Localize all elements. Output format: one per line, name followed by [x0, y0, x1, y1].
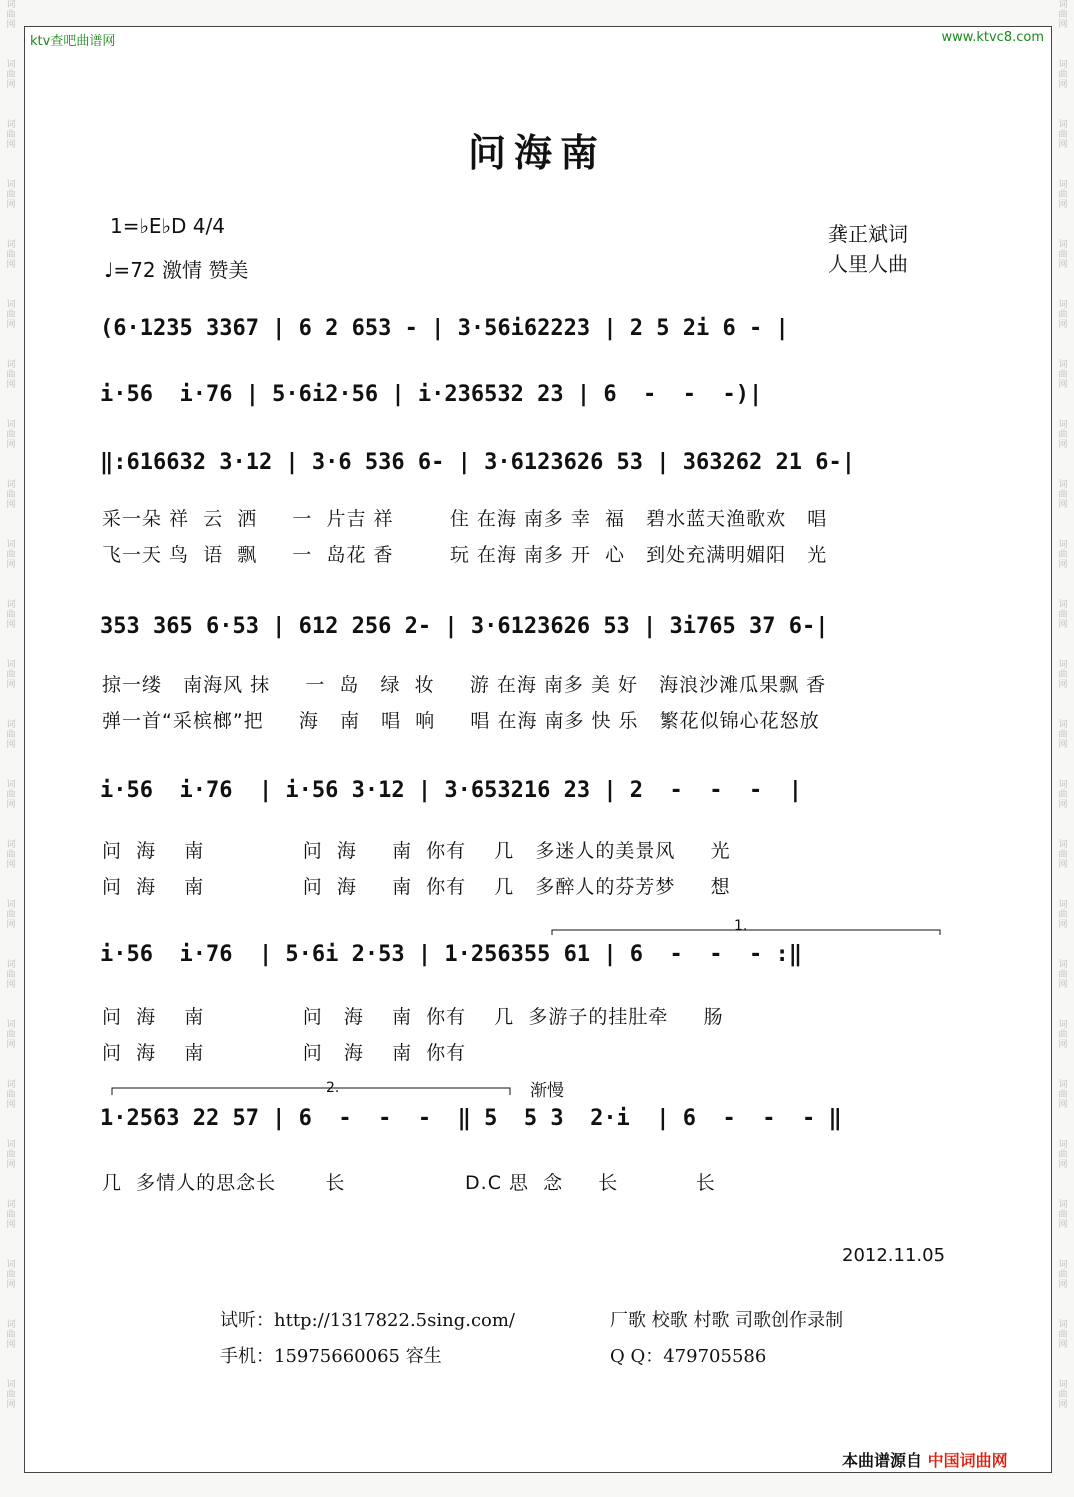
watermark-mark: 词 曲 网 [1058, 1320, 1068, 1350]
watermark-mark: 词 曲 网 [1058, 1200, 1068, 1230]
tempo-marking: ♩=72 激情 赞美 [104, 258, 249, 282]
watermark-mark: 词 曲 网 [1058, 480, 1068, 510]
footer-slogan: 厂歌 校歌 村歌 司歌创作录制 [610, 1310, 844, 1331]
watermark-mark: 词 曲 网 [6, 600, 16, 630]
watermark-mark: 词 曲 网 [6, 60, 16, 90]
watermark-mark: 词 曲 网 [6, 720, 16, 750]
watermark-mark: 词 曲 网 [1058, 360, 1068, 390]
watermark-mark: 词 曲 网 [6, 480, 16, 510]
watermark-mark: 词 曲 网 [1058, 300, 1068, 330]
notation-row-5: i·56 i·76 | i·56 3·12 | 3·653216 23 | 2 - - - | [100, 778, 802, 803]
watermark-mark: 词 曲 网 [1058, 840, 1068, 870]
watermark-mark: 词 曲 网 [6, 300, 16, 330]
source-prefix: 本曲谱源自 [842, 1451, 923, 1470]
notation-row-3: ‖:616632 3·12 | 3·6 536 6- | 3·6123626 53 | 363262 21 6-| [100, 450, 855, 475]
watermark-mark: 词 曲 网 [1058, 1260, 1068, 1290]
volta-1-bracket [552, 930, 940, 935]
watermark-mark: 词 曲 网 [6, 660, 16, 690]
watermark-mark: 词 曲 网 [6, 420, 16, 450]
lyric-row-4-verse-1: 掠一缕 南海风 抹 一 岛 绿 妆 游 在海 南多 美 好 海浪沙滩瓜果飘 香 [102, 674, 827, 696]
watermark-mark: 词 曲 网 [6, 1320, 16, 1350]
notation-row-2: i·56 i·76 | 5·6i2·56 | i·236532 23 | 6 - - -)| [100, 382, 763, 407]
notation-row-1: (6·1235 3367 | 6 2 653 - | 3·56i62223 | 2 5 2i 6 - | [100, 316, 789, 341]
key-signature: 1=♭E♭D 4/4 [110, 214, 225, 238]
watermark-mark: 词 曲 网 [1058, 780, 1068, 810]
watermark-mark: 词 曲 网 [1058, 600, 1068, 630]
watermark-mark: 词 曲 网 [1058, 60, 1068, 90]
slowdown-marking: 渐慢 [530, 1081, 564, 1101]
watermark-mark: 词 曲 网 [1058, 120, 1068, 150]
footer-qq: Q Q：479705586 [610, 1346, 767, 1367]
lyric-row-6-verse-2: 问 海 南 问 海 南 你有 [102, 1042, 467, 1064]
watermark-mark: 词 曲 网 [1058, 720, 1068, 750]
watermark-mark: 词 曲 网 [6, 780, 16, 810]
lyric-row-5-verse-2: 问 海 南 问 海 南 你有 几 多醉人的芬芳梦 想 [102, 876, 731, 898]
watermark-mark: 词 曲 网 [1058, 660, 1068, 690]
lyric-row-5-verse-1: 问 海 南 问 海 南 你有 几 多迷人的美景风 光 [102, 840, 731, 862]
song-title: 问海南 [467, 130, 606, 175]
lyric-row-4-verse-2: 弹一首“采槟榔”把 海 南 唱 响 唱 在海 南多 快 乐 繁花似锦心花怒放 [102, 710, 820, 732]
watermark-mark: 词 曲 网 [6, 1020, 16, 1050]
notation-row-7: 1·2563 22 57 | 6 - - - ‖ 5 5 3 2·i | 6 - - - ‖ [100, 1106, 842, 1131]
volta-1-label: 1. [734, 918, 748, 934]
date-stamp: 2012.11.05 [842, 1245, 946, 1266]
watermark-mark: 词 曲 网 [6, 540, 16, 570]
watermark-mark: 词 曲 网 [1058, 180, 1068, 210]
watermark-mark: 词 曲 网 [1058, 1020, 1068, 1050]
watermark-mark: 词 曲 网 [1058, 960, 1068, 990]
watermark-mark: 词 曲 网 [6, 1380, 16, 1410]
watermark-mark: 词 曲 网 [6, 960, 16, 990]
lyric-row-3-verse-1: 采一朵 祥 云 洒 一 片吉 祥 住 在海 南多 幸 福 碧水蓝天渔歌欢 唱 [102, 508, 828, 530]
watermark-mark: 词 曲 网 [6, 240, 16, 270]
composer-credit: 人里人曲 [828, 252, 908, 276]
watermark-mark: 词 曲 网 [1058, 540, 1068, 570]
watermark-mark: 词 曲 网 [6, 120, 16, 150]
watermark-mark: 词 曲 网 [6, 1200, 16, 1230]
watermark-mark: 词 曲 网 [1058, 1380, 1068, 1410]
watermark-mark: 词 曲 网 [6, 180, 16, 210]
watermark-mark: 词 曲 网 [1058, 1140, 1068, 1170]
watermark-mark: 词 曲 网 [1058, 240, 1068, 270]
lyric-row-3-verse-2: 飞一天 鸟 语 飘 一 岛花 香 玩 在海 南多 开 心 到处充满明媚阳 光 [102, 544, 828, 566]
watermark-mark: 词 曲 网 [1058, 0, 1068, 30]
watermark-mark: 词 曲 网 [6, 1140, 16, 1170]
watermark-mark: 词 曲 网 [6, 0, 16, 30]
watermark-mark: 词 曲 网 [6, 360, 16, 390]
footer-listen: 试听：http://1317822.5sing.com/ [220, 1310, 515, 1331]
volta-2-bracket [112, 1088, 510, 1095]
watermark-mark: 词 曲 网 [6, 840, 16, 870]
watermark-mark: 词 曲 网 [6, 900, 16, 930]
watermark-mark: 词 曲 网 [1058, 1080, 1068, 1110]
volta-2-label: 2. [326, 1080, 340, 1096]
watermark-mark: 词 曲 网 [1058, 420, 1068, 450]
watermark-mark: 词 曲 网 [6, 1260, 16, 1290]
lyricist-credit: 龚正斌词 [828, 222, 908, 246]
watermark-mark: 词 曲 网 [6, 1080, 16, 1110]
watermark-mark: 词 曲 网 [1058, 900, 1068, 930]
header-right: www.ktvc8.com [941, 30, 1044, 45]
header-left: ktv查吧曲谱网 [30, 34, 116, 49]
source-credit [842, 1448, 1008, 1471]
source-site: 中国词曲网 [927, 1451, 1008, 1470]
footer-phone: 手机：15975660065 容生 [220, 1346, 442, 1367]
notation-row-4: 353 365 6·53 | 612 256 2- | 3·6123626 53 | 3i765 37 6-| [100, 614, 829, 639]
lyric-row-6-verse-1: 问 海 南 问 海 南 你有 几 多游子的挂肚牵 肠 [102, 1006, 724, 1028]
lyric-row-7: 几 多情人的思念长 长 D.C 思 念 长 长 [102, 1172, 716, 1194]
notation-row-6: i·56 i·76 | 5·6i 2·53 | 1·256355 61 | 6 - - - :‖ [100, 942, 802, 967]
